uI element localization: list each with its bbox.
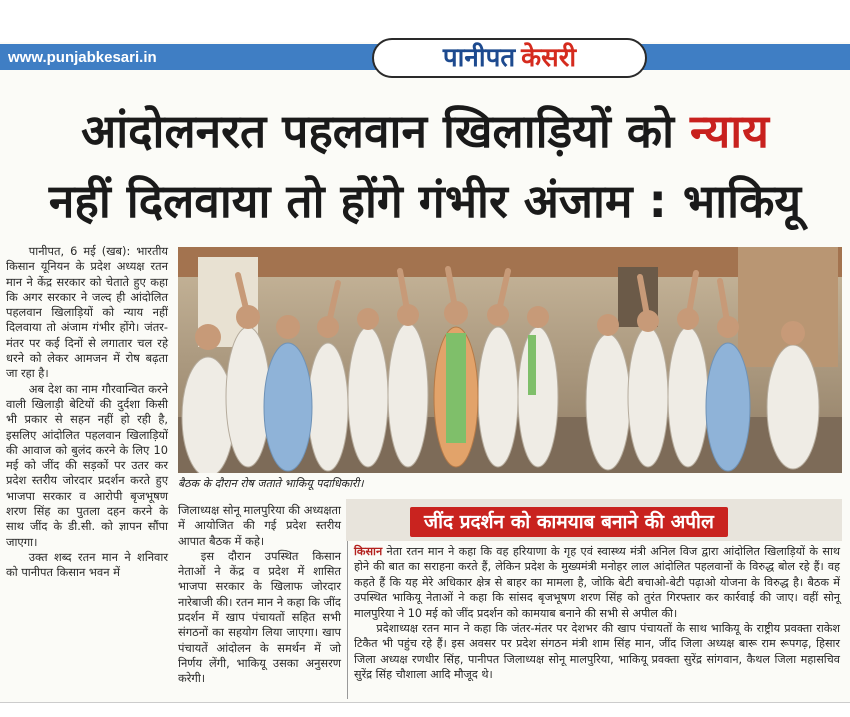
boxed-article-title: जींद प्रदर्शन को कामयाब बनाने की अपील [410,507,728,537]
paragraph-text: नेता रतन मान ने कहा कि वह हरियाणा के गृह एवं स्वास्थ्य मंत्री अनिल विज द्वारा आंदोलित खिलाड़ियों के साथ होने की बात का सराहना करते हैं, लेकिन प्रदेश के मुख्यमंत्री मनोहर लाल आंदोलित पहलवानों के विरुद्ध बोल रहे हैं। वह कहते हैं कि यह मेरे अधिकार क्षेत्र से बाहर का मामला है, जोकि बेटी बचाओ-बेटी पढ़ाओ योजना के विरुद्ध है। बैठक में उपस्थित भाकियू नेताओं ने कहा कि सांसद बृजभूषण शरण सिंह को तुरंत गिरफ्तार कर कार्रवाई की जाए। वहीं सोनू मालपुरिया ने 10 मई को जींद प्रदर्शन को कामयाब बनाने की सभी से अपील की। [354,545,840,620]
headline-line-2: नहीं दिलवाया तो होंगे गंभीर अंजाम : भाकियू [48,174,802,228]
article-paragraph: पानीपत, 6 मई (खब): भारतीय किसान यूनियन के प्रदेश अध्यक्ष रतन मान ने केंद्र सरकार को चेताते हुए कहा कि अगर सरकार ने जल्द ही आंदोलित पहलवान खिलाड़ियों को न्याय नहीं दिलवाया तो अंजाम गंभीर होंगे। जंतर-मंतर पर कई दिनों से लगातार चल रहे धरने को लेकर आमजन में रोष बढ़ता जा रहा है। [6,244,168,381]
article-paragraph: अब देश का नाम गौरवान्वित करने वाली खिलाड़ी बेटियों की दुर्दशा किसी भी प्रकार से सहन नहीं हो रही है, इसलिए आंदोलित पहलवान खिलाड़ियों की आवाज को बुलंद करने के लिए 10 मई को जींद की सड़कों पर उतर कर प्रदेश स्तरीय जोरदार प्रदर्शन करते हुए भाजपा सरकार व आरोपी बृजभूषण शरण सिंह का पुतला दहन करने के साथ जींद के डी.सी. को ज्ञापन सौंपा जाएगा। [6,381,168,549]
paragraph-lead-word: किसान [354,545,383,558]
headline-line-1 [0,104,850,158]
article-column-1 [6,244,168,581]
site-url[interactable]: www.punjabkesari.in [8,49,157,66]
photo-illustration [178,247,842,473]
news-photo [178,247,842,473]
article-column-2 [178,503,341,687]
edition-logo-city: पानीपत [442,43,516,73]
article-paragraph [354,544,840,621]
masthead-top [0,0,850,42]
boxed-article-body [354,544,840,683]
article-paragraph: उक्त शब्द रतन मान ने शनिवार को पानीपत किसान भवन में [6,549,168,580]
photo-caption: बैठक के दौरान रोष जताते भाकियू पदाधिकारी। [178,477,364,490]
next-article-strip [0,702,850,717]
article-paragraph: जिलाध्यक्ष सोनू मालपुरिया की अध्यक्षता में आयोजित की गई प्रदेश स्तरीय आपात बैठक में कहे। [178,503,341,548]
article-paragraph: इस दौरान उपस्थित किसान नेताओं ने केंद्र व प्रदेश में शासित भाजपा सरकार के खिलाफ जोरदार नारेबाजी की। रतन मान ने कहा कि जींद प्रदर्शन में खाप पंचायतों सहित सभी संगठनों का सहयोग लिया जाएगा। खाप पंचायतें आंदोलन के समर्थन में जो निर्णय लेंगी, भाकियू उसका अनुसरण करेगी। [178,548,341,686]
headline-highlight: न्याय [690,104,769,158]
edition-logo-name: केसरी [521,43,577,73]
headline-part-a: आंदोलनरत पहलवान खिलाड़ियों को [81,104,691,158]
article-paragraph: प्रदेशाध्यक्ष रतन मान ने कहा कि जंतर-मंतर पर देशभर की खाप पंचायतों के साथ भाकियू के राष्ट्रीय प्रवक्ता राकेश टिकैत भी पहुंच रहे हैं। इस अवसर पर प्रदेश संगठन मंत्री शाम सिंह मान, जींद जिला अध्यक्ष बारू राम रूपगढ़, हिसार जिला अध्यक्ष रणधीर सिंह, पानीपत जिलाध्यक्ष सोनू मालपुरिया, भाकियू प्रवक्ता सुरेंद्र सांगवान, कैथल जिला महासचिव सुरेंद्र सिंह चौशाला आदि मौजूद थे। [354,622,840,682]
edition-logo [372,38,647,78]
